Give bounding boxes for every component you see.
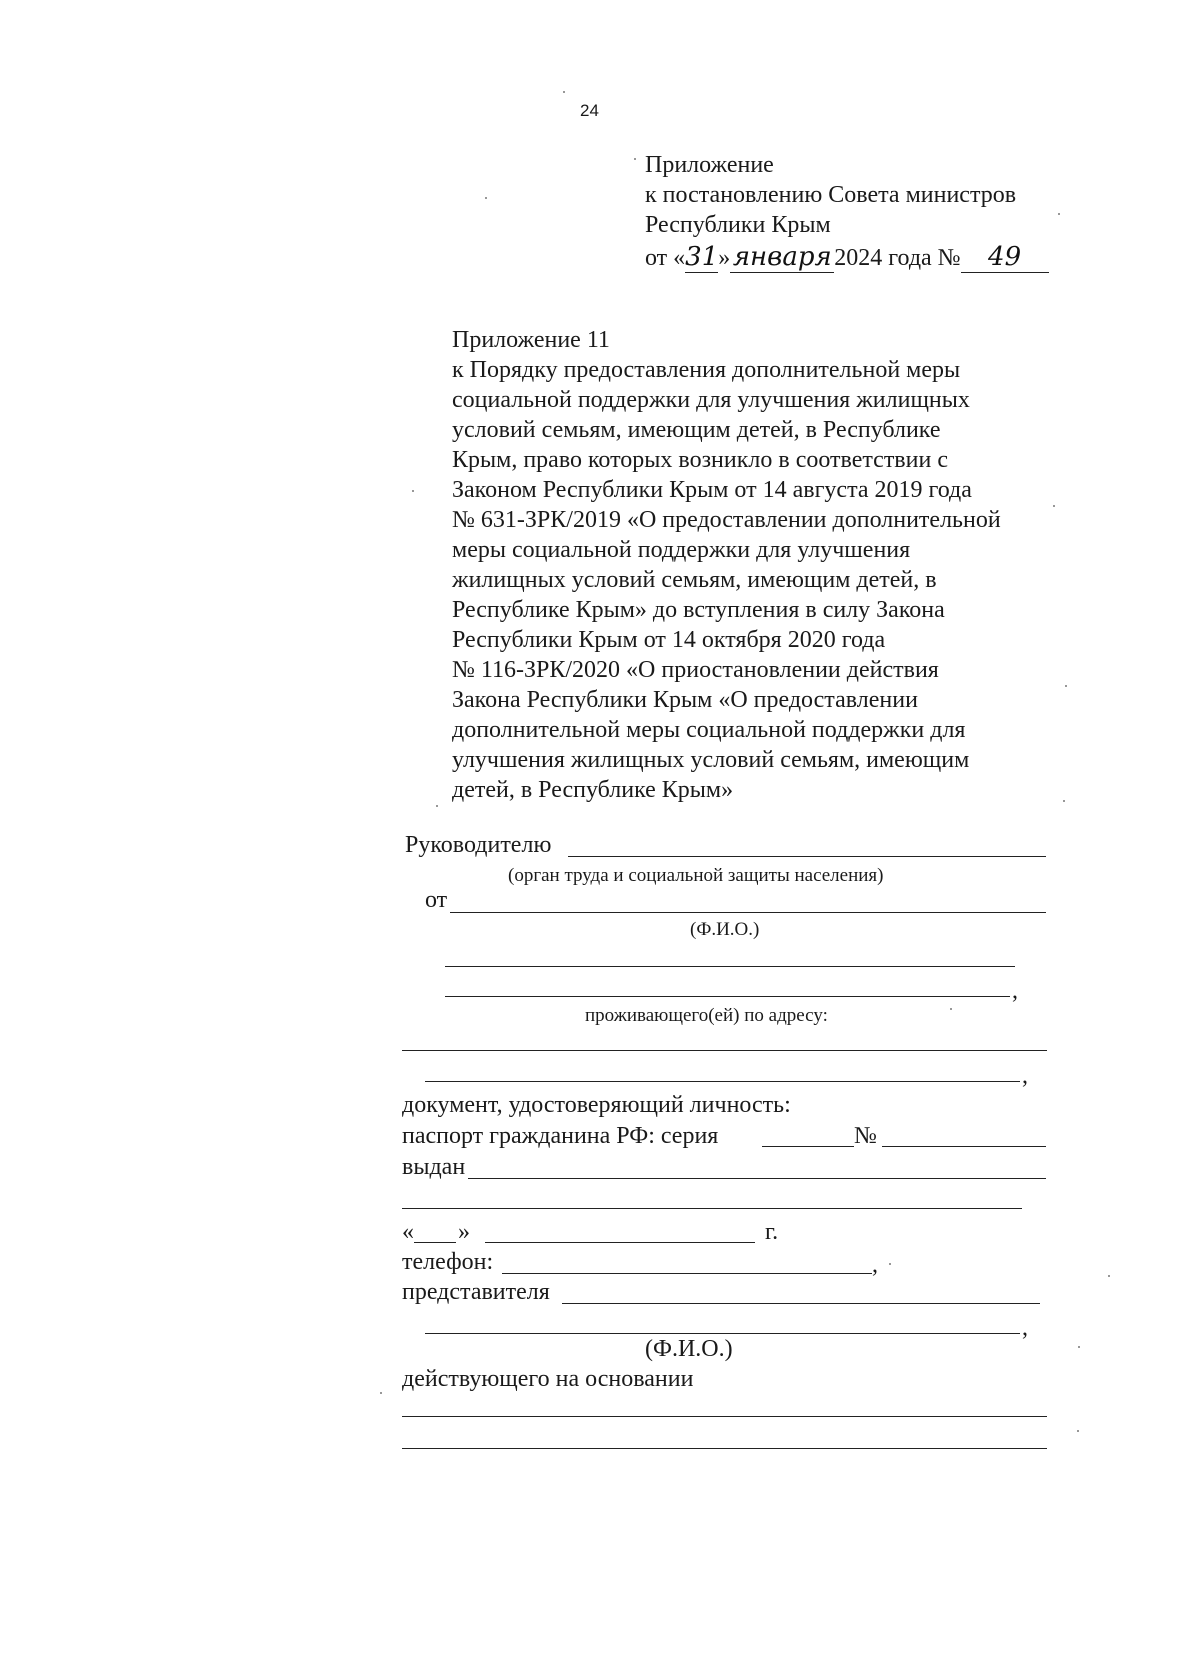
representative-line[interactable] <box>562 1303 1040 1304</box>
appendix-title: Приложение 11 <box>452 327 610 353</box>
scan-speck <box>412 490 414 492</box>
appendix-line: № 631-ЗРК/2019 «О предоставлении дополнительной <box>452 507 1001 533</box>
to-hint: (орган труда и социальной защиты населения) <box>508 865 884 886</box>
issue-day-line[interactable] <box>414 1242 456 1243</box>
appendix-line: Закона Республики Крым «О предоставлении <box>452 687 918 713</box>
issue-month-line[interactable] <box>485 1242 755 1243</box>
scan-speck <box>1058 213 1060 215</box>
phone-line[interactable] <box>502 1273 872 1274</box>
address-line-1[interactable] <box>402 1050 1047 1051</box>
phone-label: телефон: <box>402 1249 494 1275</box>
passport-series-line[interactable] <box>762 1146 854 1147</box>
address-hint: проживающего(ей) по адресу: <box>585 1005 828 1026</box>
to-label: Руководителю <box>405 832 552 858</box>
appendix-line: жилищных условий семьям, имеющим детей, в <box>452 567 937 593</box>
handwritten-month: января <box>730 242 834 273</box>
appendix-line: Крым, право которых возникло в соответствии с <box>452 447 948 473</box>
scan-speck <box>436 805 438 807</box>
scan-speck <box>1078 1346 1080 1348</box>
fio-line-3[interactable] <box>445 996 1010 997</box>
appendix-line: улучшения жилищных условий семьям, имеющим <box>452 747 970 773</box>
scan-speck <box>1053 505 1055 507</box>
basis-label: действующего на основании <box>402 1366 694 1392</box>
scan-speck <box>1077 1430 1079 1432</box>
address-line-2[interactable] <box>425 1081 1020 1082</box>
header-date-line <box>645 242 1049 273</box>
fio-line-2[interactable] <box>445 966 1015 967</box>
header-decree: к постановлению Совета министров <box>645 182 1017 208</box>
appendix-line: детей, в Республике Крым» <box>452 777 734 803</box>
id-doc-label: документ, удостоверяющий личность: <box>402 1092 791 1118</box>
comma: , <box>1022 1315 1028 1341</box>
to-field-line[interactable] <box>568 856 1046 857</box>
date-prefix: от « <box>645 245 686 271</box>
date-quote-close: » <box>718 245 731 271</box>
issued-by-line[interactable] <box>468 1178 1046 1179</box>
appendix-line: условий семьям, имеющим детей, в Республике <box>452 417 941 443</box>
basis-line-2[interactable] <box>402 1448 1047 1449</box>
scan-speck <box>1108 1275 1110 1277</box>
appendix-line: № 116-ЗРК/2020 «О приостановлении действия <box>452 657 939 683</box>
passport-label: паспорт гражданина РФ: серия <box>402 1123 719 1149</box>
scan-speck <box>634 158 636 160</box>
appendix-line: меры социальной поддержки для улучшения <box>452 537 911 563</box>
fio-hint: (Ф.И.О.) <box>690 919 760 940</box>
page-number: 24 <box>580 101 599 120</box>
appendix-line: Республики Крым от 14 октября 2020 года <box>452 627 886 653</box>
scan-speck <box>485 197 487 199</box>
header-title: Приложение <box>645 152 774 178</box>
appendix-line: дополнительной меры социальной поддержки для <box>452 717 966 743</box>
representative-label: представителя <box>402 1279 550 1305</box>
date-close: » <box>458 1219 470 1245</box>
passport-number-line[interactable] <box>882 1146 1046 1147</box>
header-republic: Республики Крым <box>645 212 831 238</box>
representative-fio-hint: (Ф.И.О.) <box>645 1336 733 1362</box>
basis-line-1[interactable] <box>402 1416 1047 1417</box>
issued-label: выдан <box>402 1154 466 1180</box>
appendix-line: к Порядку предоставления дополнительной меры <box>452 357 961 383</box>
scan-speck <box>380 1392 382 1394</box>
handwritten-number: 49 <box>961 242 1049 273</box>
scan-speck <box>563 91 565 93</box>
comma: , <box>872 1252 878 1278</box>
date-year: 2024 года № <box>834 245 961 271</box>
scan-speck <box>889 1263 891 1265</box>
appendix-line: Республике Крым» до вступления в силу Закона <box>452 597 945 623</box>
from-label: от <box>425 887 448 913</box>
scan-speck <box>1065 685 1067 687</box>
scan-speck <box>1063 800 1065 802</box>
appendix-line: Законом Республики Крым от 14 августа 2019 года <box>452 477 972 503</box>
passport-number-sign: № <box>854 1123 877 1149</box>
comma: , <box>1012 978 1018 1004</box>
handwritten-day: 31 <box>685 242 719 272</box>
from-field-line[interactable] <box>450 912 1046 913</box>
date-open: « <box>402 1219 414 1245</box>
issued-by-line-2[interactable] <box>402 1208 1022 1209</box>
appendix-line: социальной поддержки для улучшения жилищных <box>452 387 970 413</box>
scan-speck <box>950 1008 952 1010</box>
year-suffix: г. <box>765 1219 779 1245</box>
comma: , <box>1022 1063 1028 1089</box>
